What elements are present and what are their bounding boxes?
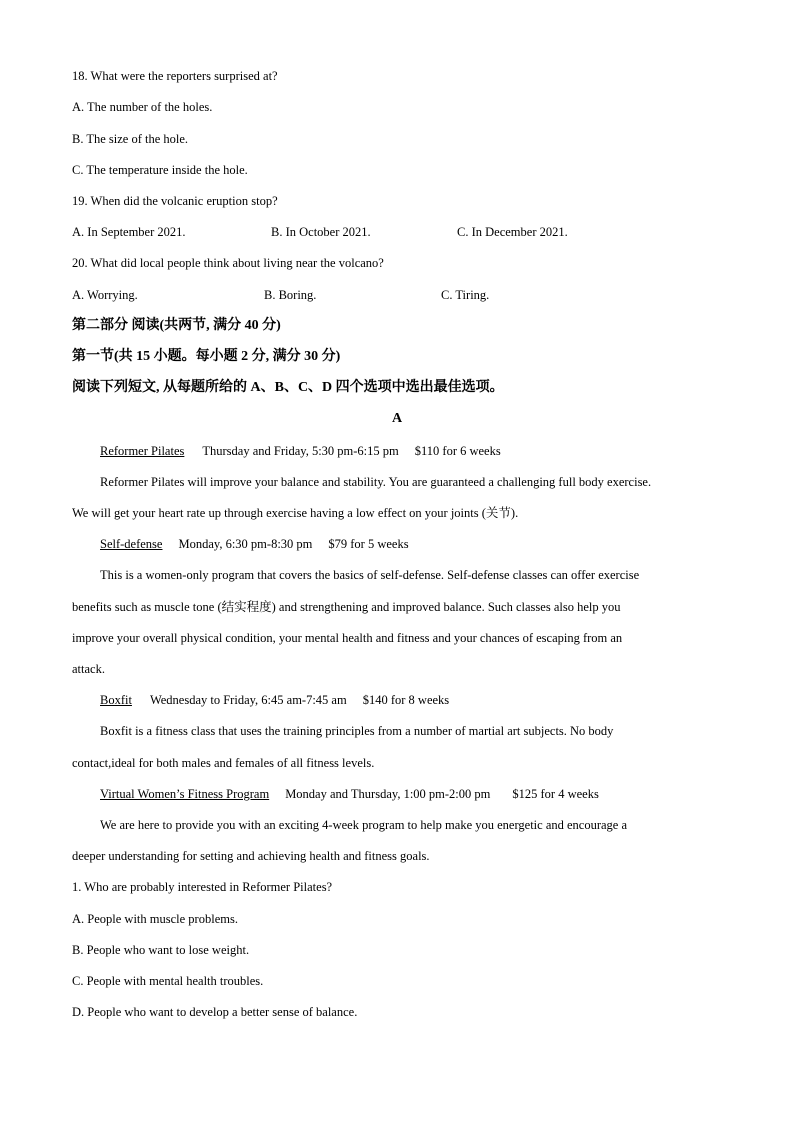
course-self-defense xyxy=(100,536,409,552)
course-schedule: Thursday and Friday, 5:30 pm-6:15 pm xyxy=(202,444,399,458)
course-schedule: Monday, 6:30 pm-8:30 pm xyxy=(178,537,313,551)
course-schedule: Monday and Thursday, 1:00 pm-2:00 pm xyxy=(285,787,491,801)
section-title: 第一节(共 15 小题。每小题 2 分, 满分 30 分) xyxy=(72,349,341,364)
option-20-c: C. Tiring. xyxy=(441,288,490,302)
reformer-desc-2: We will get your heart rate up through exercise having a low effect on your joints (关节). xyxy=(72,506,519,520)
selfdefense-desc-4: attack. xyxy=(72,662,105,676)
course-price: $79 for 5 weeks xyxy=(328,537,409,551)
option-18-a: A. The number of the holes. xyxy=(72,100,213,114)
boxfit-desc-2: contact,ideal for both males and females of all fitness levels. xyxy=(72,756,375,770)
question-20: 20. What did local people think about living near the volcano? xyxy=(72,256,384,270)
option-19-c: C. In December 2021. xyxy=(457,225,568,239)
selfdefense-desc-3: improve your overall physical condition, your mental health and fitness and your chances of escaping from an xyxy=(72,631,623,645)
course-price: $140 for 8 weeks xyxy=(362,693,450,707)
option-1-d: D. People who want to develop a better sense of balance. xyxy=(72,1005,358,1019)
virtual-desc-2: deeper understanding for setting and achieving health and fitness goals. xyxy=(72,849,430,863)
options-20 xyxy=(72,287,489,303)
course-boxfit xyxy=(100,692,449,708)
options-19 xyxy=(72,224,568,240)
course-name: Boxfit xyxy=(100,693,132,707)
option-18-c: C. The temperature inside the hole. xyxy=(72,163,248,177)
course-schedule: Wednesday to Friday, 6:45 am-7:45 am xyxy=(149,693,347,707)
option-1-b: B. People who want to lose weight. xyxy=(72,943,250,957)
option-1-c: C. People with mental health troubles. xyxy=(72,974,264,988)
virtual-desc-1: We are here to provide you with an exciting 4-week program to help make you energetic and encourage a xyxy=(100,818,628,832)
option-19-b: B. In October 2021. xyxy=(271,225,371,239)
option-1-a: A. People with muscle problems. xyxy=(72,912,238,926)
selfdefense-desc-2: benefits such as muscle tone (结实程度) and strengthening and improved balance. Such classes also help you xyxy=(72,600,621,614)
option-20-b: B. Boring. xyxy=(264,288,317,302)
course-name: Reformer Pilates xyxy=(100,444,185,458)
selfdefense-desc-1: This is a women-only program that covers the basics of self-defense. Self-defense classes can offer exercise xyxy=(100,568,640,582)
course-name: Virtual Women’s Fitness Program xyxy=(100,787,270,801)
question-19: 19. When did the volcanic eruption stop? xyxy=(72,194,278,208)
instructions: 阅读下列短文, 从每题所给的 A、B、C、D 四个选项中选出最佳选项。 xyxy=(72,380,504,395)
course-virtual-womens-fitness xyxy=(100,786,599,802)
question-18: 18. What were the reporters surprised at? xyxy=(72,69,278,83)
course-price: $110 for 6 weeks xyxy=(414,444,501,458)
passage-label: A xyxy=(391,411,403,426)
course-name: Self-defense xyxy=(100,537,163,551)
reformer-desc-1: Reformer Pilates will improve your balance and stability. You are guaranteed a challenging full body exercise. xyxy=(100,475,652,489)
part-title: 第二部分 阅读(共两节, 满分 40 分) xyxy=(72,318,281,333)
question-1: 1. Who are probably interested in Reformer Pilates? xyxy=(72,880,333,894)
option-20-a: A. Worrying. xyxy=(72,288,138,302)
option-18-b: B. The size of the hole. xyxy=(72,132,189,146)
course-price: $125 for 4 weeks xyxy=(512,787,599,801)
course-reformer-pilates xyxy=(100,443,501,459)
option-19-a: A. In September 2021. xyxy=(72,225,186,239)
boxfit-desc-1: Boxfit is a fitness class that uses the training principles from a number of martial art subjects. No body xyxy=(100,724,614,738)
